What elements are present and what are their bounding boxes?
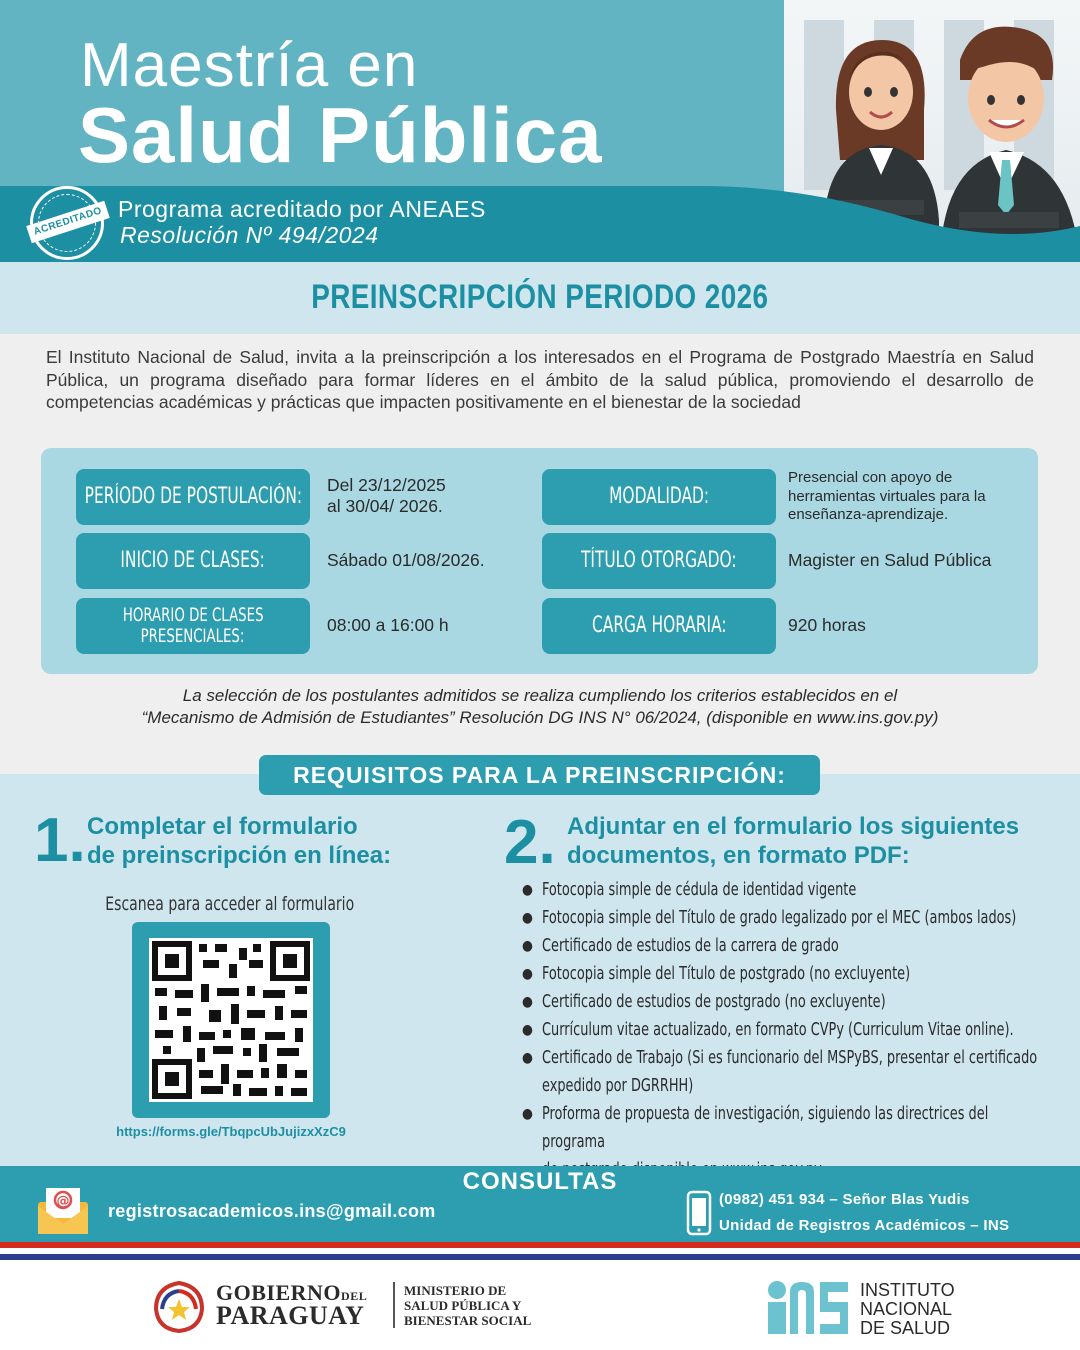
list-item <box>522 1100 1062 1156</box>
qr-code-frame[interactable] <box>132 922 330 1118</box>
accredited-seal <box>30 186 104 260</box>
flag-stripes <box>0 1242 1080 1260</box>
bullet-icon: ● <box>522 994 533 1010</box>
step-2-line-2: documentos, en formato PDF: <box>567 842 910 869</box>
inicio-label-text: INICIO DE CLASES: <box>120 548 266 573</box>
list-item <box>522 960 1062 988</box>
horario-label-1: HORARIO DE CLASES <box>122 604 264 626</box>
ins-line-3: DE SALUD <box>860 1318 951 1338</box>
contact-title: CONSULTAS <box>462 1168 618 1195</box>
step-2-line-1: Adjuntar en el formulario los siguientes <box>567 813 1020 840</box>
gov-del: DEL <box>341 1289 368 1303</box>
admission-note-1: La selección de los postulantes admitidos se realiza cumpliendo los criterios establecidos en el <box>182 686 898 705</box>
qr-code[interactable] <box>149 938 313 1102</box>
titulo-label <box>542 533 776 589</box>
scan-instruction <box>60 893 400 915</box>
horario-label-2: PRESENCIALES: <box>141 625 245 647</box>
admission-note-2: “Mecanismo de Admisión de Estudiantes” Resolución DG INS N° 06/2024, (disponible en www.ins.gov.py) <box>141 708 939 727</box>
periodo-value-1: Del 23/12/2025 <box>327 475 446 495</box>
step-1-heading <box>87 812 391 870</box>
documents-list <box>522 876 1062 1184</box>
titulo-value: Magister en Salud Pública <box>788 550 992 570</box>
document-text: Fotocopia simple del Título de postgrado (no excluyente) <box>542 964 911 984</box>
title-line-1: Maestría en <box>80 31 419 100</box>
modalidad-value-3: enseñanza-aprendizaje. <box>788 506 949 523</box>
ins-logo-icon <box>766 1278 850 1336</box>
scan-instruction-text: Escanea para acceder al formulario <box>105 893 355 915</box>
email-icon <box>36 1184 90 1236</box>
list-item <box>522 1016 1062 1044</box>
government-emblem-icon <box>150 1279 208 1335</box>
list-item <box>522 932 1062 960</box>
qr-code-icon <box>149 938 313 1102</box>
carga-label-text: CARGA HORARIA: <box>591 613 727 638</box>
ins-line-1: INSTITUTO <box>860 1280 955 1300</box>
contact-unit: Unidad de Registros Académicos – INS <box>719 1217 1010 1234</box>
modalidad-value <box>788 469 986 525</box>
list-item <box>522 904 1062 932</box>
step-1-number: 1. <box>34 806 86 875</box>
document-text: Certificado de estudios de la carrera de grado <box>542 936 839 956</box>
list-item-continuation <box>522 1072 1062 1100</box>
bullet-icon: ● <box>522 1050 533 1066</box>
inicio-value: Sábado 01/08/2026. <box>327 550 485 570</box>
carga-value: 920 horas <box>788 615 866 635</box>
periodo-label-text: PERÍODO DE POSTULACIÓN: <box>84 484 302 509</box>
modalidad-value-1: Presencial con apoyo de <box>788 469 953 486</box>
document-text: Proforma de propuesta de investigación, siguiendo las directrices del programa <box>542 1104 989 1152</box>
contact-phone[interactable]: (0982) 451 934 – Señor Blas Yudis <box>719 1191 970 1208</box>
inicio-label <box>76 533 310 589</box>
bullet-icon: ● <box>522 882 533 898</box>
list-item <box>522 988 1062 1016</box>
horario-value: 08:00 a 16:00 h <box>327 615 449 635</box>
document-text: Certificado de Trabajo (Si es funcionario del MSPyBS, presentar el certificado <box>542 1048 1038 1068</box>
ministry-name <box>404 1283 531 1328</box>
step-2-heading <box>567 812 1019 870</box>
ministry-line-2: SALUD PÚBLICA Y <box>404 1298 522 1313</box>
title-line-2: Salud Pública <box>78 91 603 179</box>
horario-label <box>76 598 310 654</box>
modalidad-label-text: MODALIDAD: <box>608 484 710 509</box>
accreditation-text: Programa acreditado por ANEAES <box>118 196 486 222</box>
bullet-icon: ● <box>522 966 533 982</box>
requirements-title: REQUISITOS PARA LA PREINSCRIPCIÓN: <box>259 755 820 795</box>
bullet-icon: ● <box>522 1022 533 1038</box>
list-item <box>522 876 1062 904</box>
phone-icon <box>686 1190 712 1236</box>
periodo-value <box>327 475 446 517</box>
titulo-label-text: TÍTULO OTORGADO: <box>581 548 737 573</box>
ins-line-2: NACIONAL <box>860 1299 953 1319</box>
ins-name <box>860 1281 955 1338</box>
header-banner <box>0 0 1080 262</box>
bullet-icon: ● <box>522 910 533 926</box>
document-text: expedido por DGRRHH) <box>542 1076 694 1096</box>
document-text: Fotocopia simple de cédula de identidad vigente <box>542 880 857 900</box>
ministry-line-3: BIENESTAR SOCIAL <box>404 1313 532 1328</box>
intro-paragraph: El Instituto Nacional de Salud, invita a la preinscripción a los interesados en el Programa de Postgrado Maestría en Salud Pública, un programa diseñado para formar líderes en el ámbito de la salud pública, promoviendo el desarrollo de competencias académicas y prácticas que impacten positivamente en el bienestar de la sociedad <box>46 347 1034 412</box>
bullet-icon: ● <box>522 1106 533 1122</box>
modalidad-value-2: herramientas virtuales para la <box>788 487 986 505</box>
carga-label <box>542 598 776 654</box>
resolution-text: Resolución Nº 494/2024 <box>120 222 379 248</box>
document-text: Fotocopia simple del Título de grado legalizado por el MEC (ambos lados) <box>542 908 1017 928</box>
periodo-value-2: al 30/04/ 2026. <box>327 496 443 516</box>
gov-line-2: PARAGUAY <box>216 1301 365 1330</box>
seal-text: ACREDITADO <box>26 201 110 243</box>
bullet-icon: ● <box>522 938 533 954</box>
preinscription-title: PREINSCRIPCIÓN PERIODO 2026 <box>311 278 769 316</box>
preinscription-band <box>0 262 1080 334</box>
svg-text:@: @ <box>56 1194 70 1209</box>
ministry-line-1: MINISTERIO DE <box>404 1283 507 1298</box>
document-text: Certificado de estudios de postgrado (no excluyente) <box>542 992 886 1012</box>
modalidad-label <box>542 469 776 525</box>
footer-divider <box>393 1282 395 1328</box>
step-1-line-2: de preinscripción en línea: <box>87 842 392 869</box>
document-text: Currículum vitae actualizado, en formato CVPy (Curriculum Vitae online). <box>542 1020 1014 1040</box>
contact-email[interactable]: registrosacademicos.ins@gmail.com <box>108 1201 436 1221</box>
step-2-number: 2. <box>504 808 556 877</box>
periodo-label <box>76 469 310 525</box>
gov-word: GOBIERNO <box>216 1280 342 1305</box>
step-1-line-1: Completar el formulario <box>87 813 358 840</box>
list-item <box>522 1044 1062 1072</box>
form-link[interactable]: https://forms.gle/TbqpcUbJujizxXzC9 <box>116 1124 346 1139</box>
